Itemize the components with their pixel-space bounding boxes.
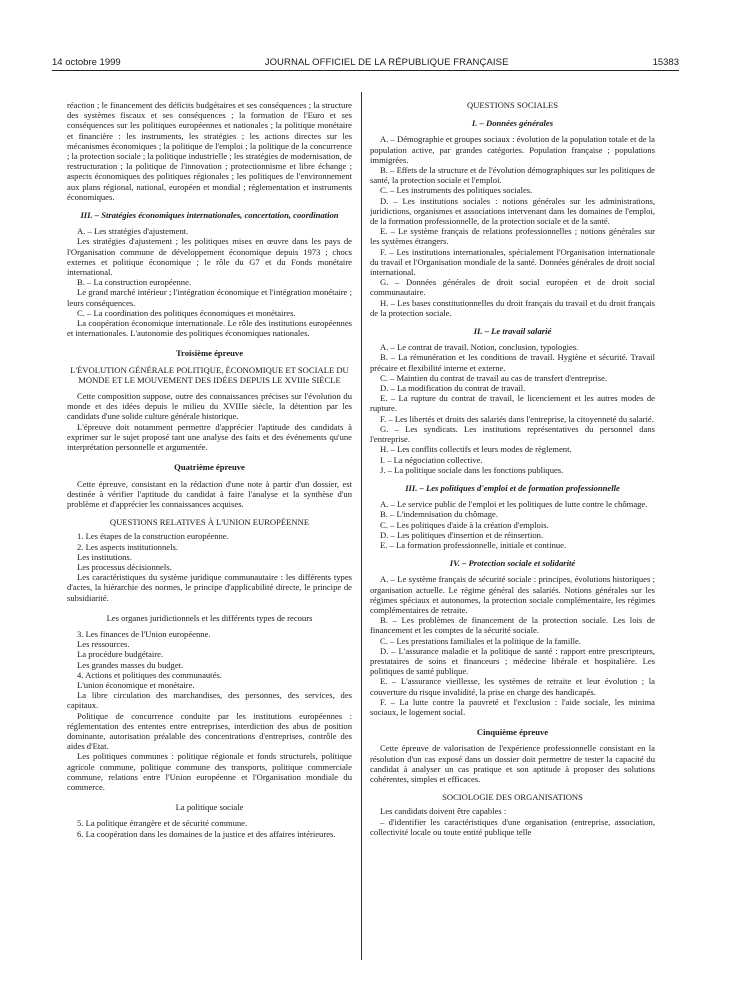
- s3-item-a: A. – Le service public de l'emploi et les politiques de lutte contre le chômage.: [380, 499, 648, 510]
- s2-item-i: I. – La négociation collective.: [380, 454, 483, 465]
- ue-item: 4. Actions et politiques des communautés.: [77, 669, 222, 680]
- s2-item-j: J. – La politique sociale dans les fonctions publiques.: [380, 464, 564, 475]
- epreuve-5-paragraph: Cette épreuve de valorisation de l'expérience professionnelle consistant en la résolution d'un cas exposé dans un dossier doit permettre de tester la capacité du candidat à analyser un cas pratique et son aptitude à proposer des solutions cohérentes, simples et efficaces.: [370, 743, 655, 784]
- header-title: JOURNAL OFFICIEL DE LA RÉPUBLIQUE FRANÇAISE: [264, 56, 509, 68]
- s2-item-b: B. – La rémunération et les conditions de travail. Hygiène et sécurité. Travail précaire et flexibilité interne et externe.: [370, 352, 655, 373]
- ue-item: La libre circulation des marchandises, des personnes, des services, des capitaux.: [67, 690, 352, 711]
- s2-item-h: H. – Les conflits collectifs et leurs modes de règlement.: [380, 444, 572, 455]
- s4-item-c: C. – Les prestations familiales et la politique de la famille.: [380, 635, 581, 646]
- s2-item-d: D. – La modification du contrat de travail.: [380, 383, 526, 394]
- page-header: [52, 52, 679, 71]
- sec3-item-a: A. – Les stratégies d'ajustement.: [77, 226, 189, 237]
- ue-item: Les grandes masses du budget.: [77, 659, 184, 670]
- s2-item-f: F. – Les libertés et droits des salariés dans l'entreprise, la citoyenneté du salarié.: [380, 413, 654, 424]
- s1-item-f: F. – Les institutions internationales, spécialement l'Organisation internationale du travail et l'Organisation mondiale de la santé. Données générales de droit social international.: [370, 246, 655, 278]
- ue-item: 5. La politique étrangère et de sécurité commune.: [77, 818, 248, 829]
- s1-item-d: D. – Les institutions sociales : notions générales sur les administrations, juridictions, organismes et associations intervenant dans les domaines de l'emploi, de la formation professionnelle, de la protection sociale et de la santé.: [370, 195, 655, 227]
- s3-item-b: B. – L'indemnisation du chômage.: [380, 509, 499, 520]
- sociologie-title: SOCIOLOGIE DES ORGANISATIONS: [442, 792, 583, 803]
- s4-item-d: D. – L'assurance maladie et la politique de santé : rapport entre prescripteurs, prestataires de soins et financeurs ; médecine libérale et hospitalière. Les politiques de santé publique.: [370, 645, 655, 677]
- ue-item: Les institutions.: [77, 551, 132, 562]
- sec3-item-b: B. – La construction européenne.: [77, 277, 192, 288]
- sociologie-paragraph-2: – d'identifier les caractéristiques d'une organisation (entreprise, association, collectivité locale ou toute entité publique telle: [370, 816, 655, 837]
- left-column: [67, 100, 352, 980]
- ue-item: La procédure budgétaire.: [77, 649, 164, 660]
- s2-item-c: C. – Maintien du contrat de travail au cas de transfert d'entreprise.: [380, 372, 608, 383]
- section-4-title: IV. – Protection sociale et solidarité: [449, 558, 576, 569]
- epreuve-5-title: Cinquième épreuve: [476, 727, 549, 738]
- s1-item-a: A. – Démographie et groupes sociaux : évolution de la population totale et de la population active, par grandes catégories. Population française ; populations immigrées.: [370, 134, 655, 165]
- section-3-emploi-title: III. – Les politiques d'emploi et de formation professionnelle: [405, 482, 620, 493]
- ue-item: 3. Les finances de l'Union européenne.: [77, 628, 211, 639]
- epreuve-3-title: Troisième épreuve: [175, 348, 244, 359]
- ue-item: L'union économique et monétaire.: [77, 679, 195, 690]
- right-column: [370, 100, 655, 980]
- column-divider: [361, 92, 362, 960]
- s1-item-c: C. – Les instruments des politiques sociales.: [380, 185, 533, 196]
- politique-sociale-title: La politique sociale: [175, 802, 244, 813]
- epreuve-3-paragraph-2: L'épreuve doit notamment permettre d'apprécier l'aptitude des candidats à exprimer sur le sujet proposé tant une analyse des faits et des événements qu'une interprétation personnelle et argumentée.: [67, 421, 352, 453]
- epreuve-4-paragraph: Cette épreuve, consistant en la rédaction d'une note à partir d'un dossier, est destinée à vérifier l'aptitude du candidat à faire l'analyse et la synthèse d'un problème et d'apprécier les connaissances acquises.: [67, 478, 352, 509]
- s3-item-d: D. – Les politiques d'insertion et de réinsertion.: [380, 529, 544, 540]
- ue-item: Les caractéristiques du système juridique communautaire : les différents types d'actes, la hiérarchie des normes, le principe d'applicabilité directe, le principe de subsidiarité.: [67, 572, 352, 603]
- sec3-item-a-text: Les stratégies d'ajustement ; les politiques mises en œuvre dans les pays de l'Organisation commune de développement économique depuis 1973 ; chocs externes et politique économique ; le rôle du G7 et du Fonds monétaire international.: [67, 236, 352, 278]
- section-1-title: I. – Données générales: [471, 118, 554, 129]
- s4-item-f: F. – La lutte contre la pauvreté et l'exclusion : l'aide sociale, les minima sociaux, le logement social.: [370, 696, 655, 717]
- sec3-item-c: C. – La coordination des politiques économiques et monétaires.: [77, 307, 296, 318]
- sociologie-paragraph-1: Les candidats doivent être capables :: [380, 806, 507, 817]
- s1-item-e: E. – Le système français de relations professionnelles ; notions générales sur les systèmes étrangers.: [370, 226, 655, 247]
- s4-item-b: B. – Les problèmes de financement de la protection sociale. Les lois de financement et les comptes de la sécurité sociale.: [370, 615, 655, 636]
- s1-item-b: B. – Effets de la structure et de l'évolution démographiques sur les politiques de santé, la protection sociale et l'emploi.: [370, 165, 655, 186]
- s1-item-h: H. – Les bases constitutionnelles du droit français du travail et du droit français de la protection sociale.: [370, 297, 655, 318]
- s4-item-a: A. – Le système français de sécurité sociale : principes, évolutions historiques ; organisation actuelle. Le régime général des salariés. Notions générales sur les régimes spéciaux et autonomes, la protection sociale complémentaire, les régimes complémentaires de retraite.: [370, 574, 655, 615]
- questions-ue-title: QUESTIONS RELATIVES À L'UNION EUROPÉENNE: [109, 517, 310, 528]
- ue-item: 6. La coopération dans les domaines de la justice et des affaires intérieures.: [77, 828, 336, 839]
- intro-paragraph: réaction ; le financement des déficits budgétaires et ses conséquences ; la structure des systèmes fiscaux et ses conséquences ; la formation de l'Euro et ses conséquences sur les politiques européennes et nationales ; la politique monétaire et financière : les instruments, les stratégies ; les actions directes sur les mécanismes économiques ; la politique de l'emploi ; la politique de la concurrence ; la protection sociale ; la politique industrielle ; les stratégies de modernisation, de restructuration ; la politique de l'innovation ; protectionnisme et libre échange ; aspects économiques des politiques régionales ; les politiques de l'environnement aux plans régional, national, européen et mondial ; réglementation et instruments économiques.: [67, 100, 352, 202]
- s3-item-c: C. – Les politiques d'aide à la création d'emplois.: [380, 519, 549, 530]
- s3-item-e: E. – La formation professionnelle, initiale et continue.: [380, 539, 567, 550]
- ue-item: Les processus décisionnels.: [77, 561, 172, 572]
- questions-sociales-title: QUESTIONS SOCIALES: [467, 100, 558, 110]
- ue-item: 1. Les étapes de la construction européenne.: [77, 531, 229, 542]
- sec3-item-c-text: La coopération économique internationale. Le rôle des institutions européennes et internationales. L'autonomie des politiques économiques nationales.: [67, 318, 352, 339]
- s2-item-g: G. – Les syndicats. Les institutions représentatives du personnel dans l'entreprise.: [370, 423, 655, 445]
- s1-item-g: G. – Données générales de droit social européen et de droit social communautaire.: [370, 277, 655, 298]
- s4-item-e: E. – L'assurance vieillesse, les systèmes de retraite et leur évolution ; la couverture du risque invalidité, la prise en charge des handicapés.: [370, 676, 655, 697]
- header-page-number: 15383: [652, 56, 679, 68]
- section-3-title: III. – Stratégies économiques internationales, concertation, coordination: [80, 210, 339, 221]
- organes-title: Les organes juridictionnels et les différents types de recours: [106, 612, 313, 623]
- s2-item-e: E. – La rupture du contrat de travail, le licenciement et les autres modes de rupture.: [370, 393, 655, 414]
- sec3-item-b-text: Le grand marché intérieur ; l'intégration économique et l'intégration monétaire ; leurs conséquences.: [67, 287, 352, 308]
- ue-item: Les ressources.: [77, 639, 130, 650]
- ue-item: Les politiques communes : politique régionale et fonds structurels, politique agricole commune, politique commune des transports, politique commerciale commune, relations entre l'Union européenne et l'Organisation mondiale du commerce.: [67, 751, 352, 792]
- ue-item: Politique de concurrence conduite par les institutions européennes : réglementation des ententes entre entreprises, interdiction des abus de position dominante, autorisation préalable des concentrations d'entreprises, contrôle des aides d'Etat.: [67, 710, 352, 752]
- ue-item: 2. Les aspects institutionnels.: [77, 541, 178, 552]
- epreuve-3-subject: L'ÉVOLUTION GÉNÉRALE POLITIQUE, ÉCONOMIQUE ET SOCIALE DU MONDE ET LE MOUVEMENT DES IDÉES DEPUIS LE XVIIIe SIÈCLE: [70, 364, 349, 385]
- s2-item-a: A. – Le contrat de travail. Notion, conclusion, typologies.: [380, 342, 579, 353]
- header-date: 14 octobre 1999: [52, 56, 121, 68]
- epreuve-4-title: Quatrième épreuve: [174, 462, 245, 473]
- epreuve-3-paragraph-1: Cette composition suppose, outre des connaissances précises sur l'évolution du monde et des idées depuis le milieu du XVIIIe siècle, la détention par les candidats d'une solide culture générale historique.: [67, 391, 352, 422]
- section-2-title: II. – Le travail salarié: [473, 326, 552, 337]
